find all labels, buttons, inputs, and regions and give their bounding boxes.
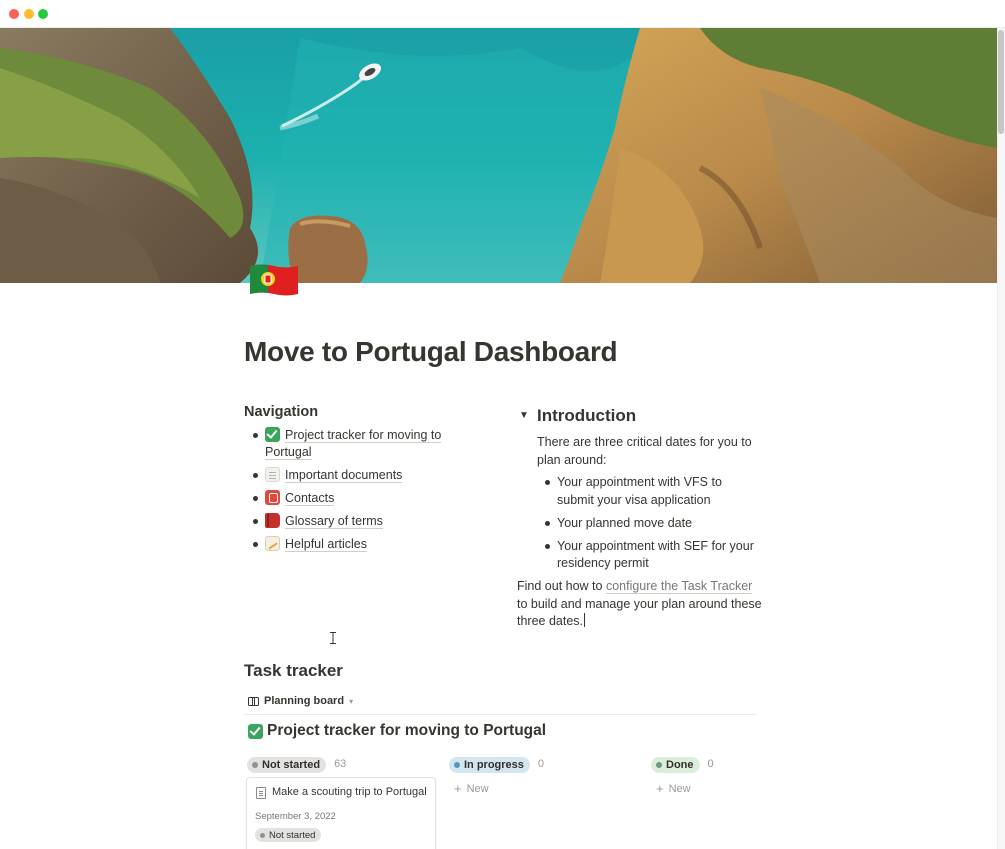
view-divider: [244, 714, 756, 715]
critical-date-item: Your appointment with VFS to submit your visa application: [537, 474, 761, 509]
check-box-icon: [265, 427, 280, 442]
introduction-lead: There are three critical dates for you to plan around:: [537, 435, 752, 467]
board-view-icon: [248, 697, 259, 706]
column-count: 0: [707, 758, 714, 770]
new-button-label: New: [668, 783, 691, 795]
navigation-heading: Navigation: [244, 404, 319, 420]
board-column-not-started: [247, 755, 346, 773]
new-button-label: New: [466, 783, 489, 795]
cover-image[interactable]: [0, 28, 997, 283]
nav-item-project-tracker[interactable]: [244, 427, 484, 461]
plus-icon: +: [656, 781, 664, 796]
page-document-icon: [256, 787, 266, 799]
status-pill-not-started[interactable]: [247, 757, 326, 773]
introduction-footer[interactable]: [517, 578, 763, 631]
status-dot: [260, 833, 265, 838]
card-status-pill: [255, 828, 321, 842]
status-pill-done[interactable]: [651, 757, 700, 773]
nav-link-label[interactable]: Glossary of terms: [285, 514, 383, 528]
status-pill-in-progress[interactable]: [449, 757, 530, 773]
navigation-list: [244, 427, 484, 559]
red-book-icon: [265, 513, 280, 528]
status-label: In progress: [464, 759, 524, 771]
new-card-button-in-progress[interactable]: [454, 781, 489, 796]
critical-date-item: Your planned move date: [537, 515, 761, 533]
check-box-icon: [248, 724, 263, 739]
footer-text-before: Find out how to: [517, 579, 606, 593]
view-tab-label: Planning board: [264, 695, 345, 707]
nav-link-label[interactable]: Project tracker for moving to Portugal: [265, 428, 442, 459]
new-card-button-done[interactable]: [656, 781, 691, 796]
toggle-triangle-icon[interactable]: ▼: [519, 410, 529, 421]
card-date: September 3, 2022: [255, 811, 336, 822]
status-dot: [454, 762, 460, 768]
mouse-ibeam-cursor-icon: [330, 632, 336, 644]
critical-dates-list: [537, 474, 761, 578]
status-dot: [656, 762, 662, 768]
task-card[interactable]: [246, 777, 436, 849]
chevron-down-icon: ▾: [349, 696, 354, 706]
nav-link-label[interactable]: Contacts: [285, 491, 335, 505]
configure-task-tracker-link[interactable]: configure the Task Tracker: [605, 579, 753, 593]
column-count: 63: [334, 758, 347, 770]
critical-date-item: Your appointment with SEF for your residency permit: [537, 538, 761, 573]
task-tracker-heading: Task tracker: [244, 661, 343, 680]
nav-item-contacts[interactable]: [244, 490, 484, 507]
vertical-scrollbar[interactable]: [997, 28, 1005, 849]
nav-link-label[interactable]: Helpful articles: [285, 537, 367, 551]
contacts-book-icon: [265, 490, 280, 505]
cover-photo-coastline: [0, 28, 997, 283]
database-title-label: Project tracker for moving to Portugal: [267, 722, 547, 739]
text-cursor: [584, 613, 585, 627]
status-label: Done: [666, 759, 694, 771]
introduction-heading[interactable]: Introduction: [537, 406, 637, 425]
card-status-label: Not started: [269, 829, 316, 841]
footer-text-after: to build and manage your plan around these three dates.: [517, 596, 762, 628]
page-title[interactable]: Move to Portugal Dashboard: [244, 336, 618, 367]
minimize-window-button[interactable]: [24, 9, 34, 19]
board-column-in-progress: [449, 755, 544, 773]
documents-icon: [265, 467, 280, 482]
status-label: Not started: [262, 759, 321, 771]
window-titlebar: [0, 0, 1005, 28]
portugal-flag-icon[interactable]: [248, 262, 300, 298]
board-column-done: [651, 755, 714, 773]
zoom-window-button[interactable]: [38, 9, 48, 19]
database-title[interactable]: [248, 722, 546, 740]
card-title: Make a scouting trip to Portugal: [272, 786, 427, 798]
scrollbar-thumb[interactable]: [998, 30, 1004, 134]
planning-board-view-tab[interactable]: [248, 692, 353, 710]
close-window-button[interactable]: [9, 9, 19, 19]
status-dot: [252, 762, 258, 768]
articles-icon: [265, 536, 280, 551]
nav-item-helpful-articles[interactable]: [244, 536, 484, 553]
nav-item-important-documents[interactable]: [244, 467, 484, 484]
nav-link-label[interactable]: Important documents: [285, 468, 403, 482]
column-count: 0: [537, 758, 545, 770]
plus-icon: +: [454, 781, 462, 796]
nav-item-glossary[interactable]: [244, 513, 484, 530]
